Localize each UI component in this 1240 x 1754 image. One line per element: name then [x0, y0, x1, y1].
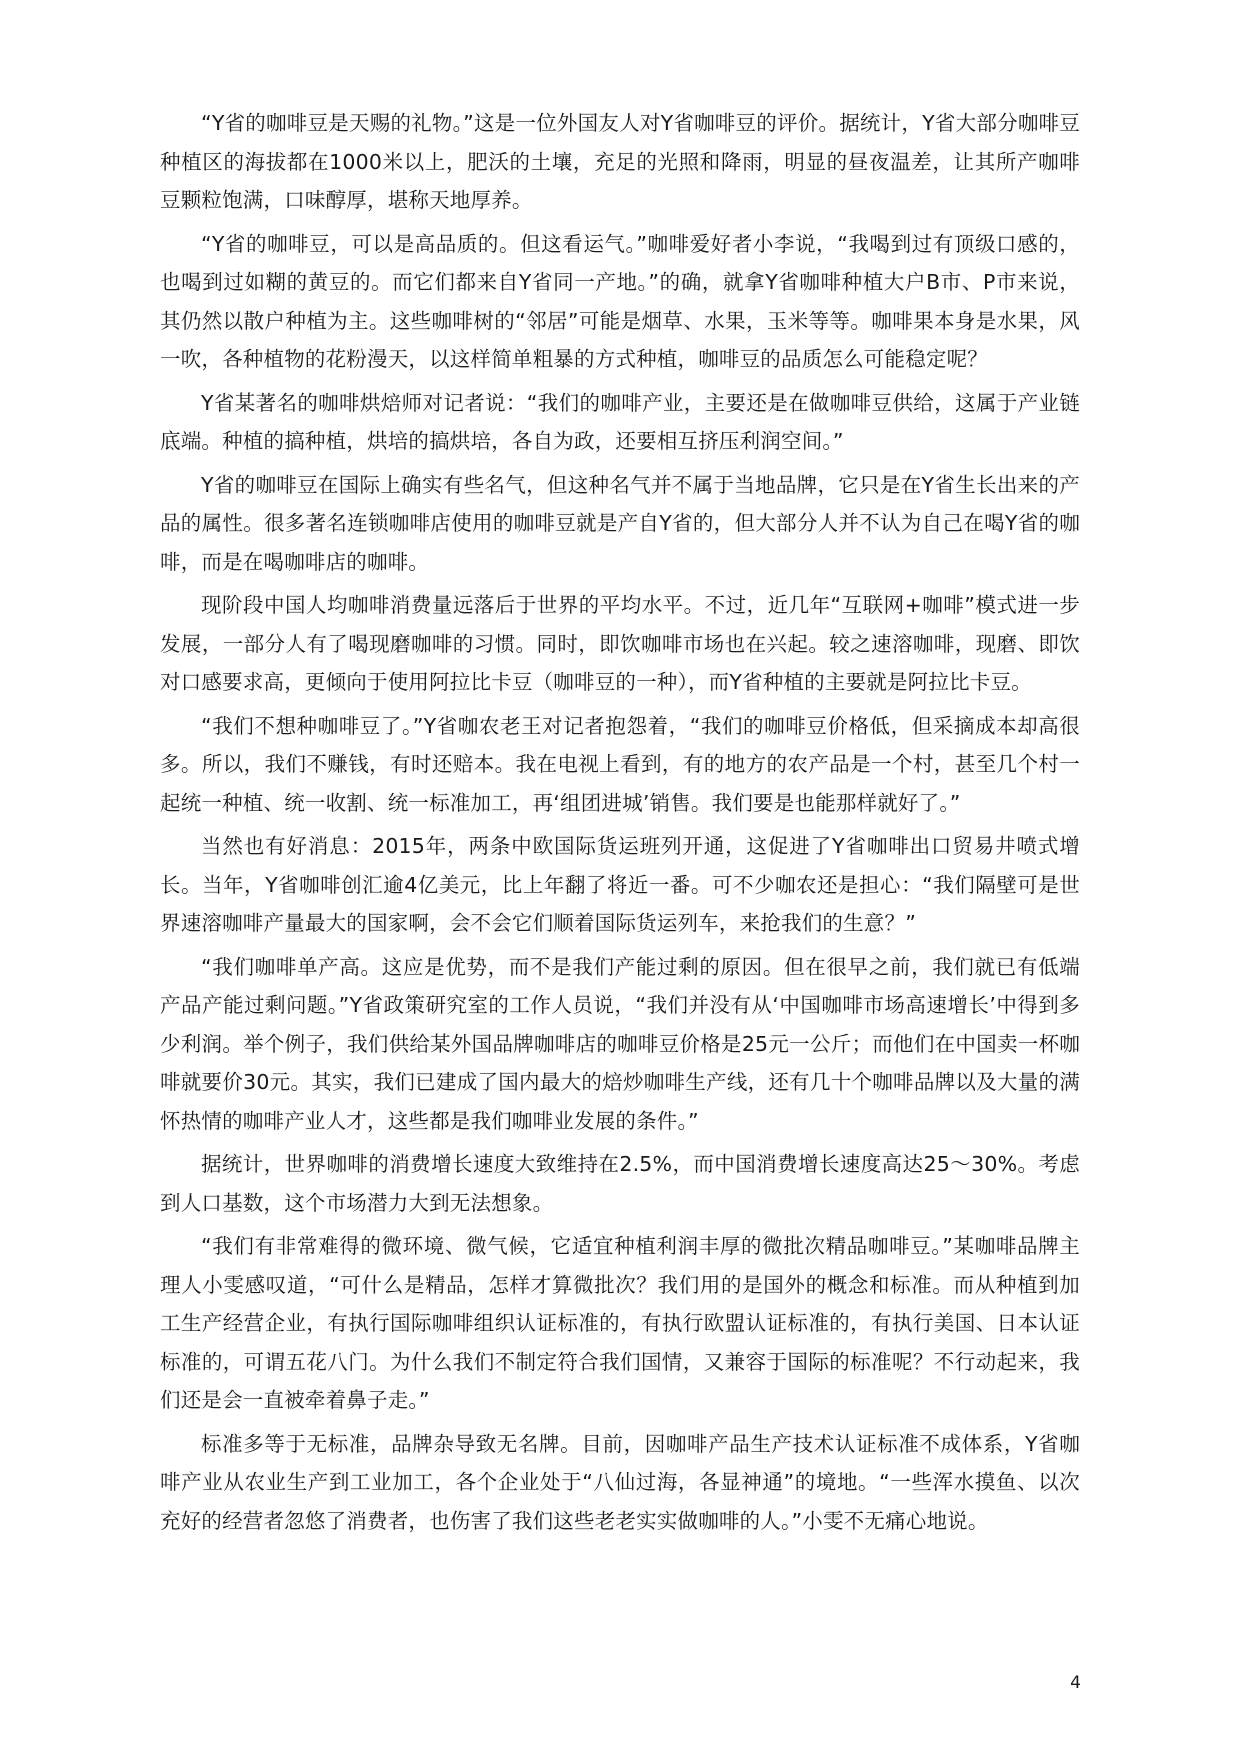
- paragraph: “我们咖啡单产高。这应是优势，而不是我们产能过剩的原因。但在很早之前，我们就已有低端产品产能过剩问题。”Y省政策研究室的工作人员说，“我们并没有从‘中国咖啡市场高速增长’中得到多少利润。举个例子，我们供给某外国品牌咖啡店的咖啡豆价格是25元一公斤；而他们在中国卖一杯咖啡就要价30元。其实，我们已建成了国内最大的焙炒咖啡生产线，还有几十个咖啡品牌以及大量的满怀热情的咖啡产业人才，这些都是我们咖啡业发展的条件。”: [160, 954, 1080, 1133]
- paragraph: Y省某著名的咖啡烘焙师对记者说：“我们的咖啡产业，主要还是在做咖啡豆供给，这属于产业链底端。种植的搞种植，烘培的搞烘培，各自为政，还要相互挤压利润空间。”: [160, 390, 1080, 453]
- paragraph: 据统计，世界咖啡的消费增长速度大致维持在2.5%，而中国消费增长速度高达25～30%。考虑到人口基数，这个市场潜力大到无法想象。: [160, 1152, 1080, 1215]
- paragraph: 标准多等于无标准，品牌杂导致无名牌。目前，因咖啡产品生产技术认证标准不成体系，Y省咖啡产业从农业生产到工业加工，各个企业处于“八仙过海，各显神通”的境地。“一些浑水摸鱼、以次充好的经营者忽悠了消费者，也伤害了我们这些老老实实做咖啡的人。”小雯不无痛心地说。: [160, 1431, 1080, 1533]
- paragraph: “Y省的咖啡豆，可以是高品质的。但这看运气。”咖啡爱好者小李说，“我喝到过有顶级口感的，也喝到过如糊的黄豆的。而它们都来自Y省同一产地。”的确，就拿Y省咖啡种植大户B市、P市来说，其仍然以散户种植为主。这些咖啡树的“邻居”可能是烟草、水果，玉米等等。咖啡果本身是水果，风一吹，各种植物的花粉漫天，以这样简单粗暴的方式种植，咖啡豆的品质怎么可能稳定呢？: [160, 231, 1080, 371]
- paragraph: 现阶段中国人均咖啡消费量远落后于世界的平均水平。不过，近几年“互联网+咖啡”模式进一步发展，一部分人有了喝现磨咖啡的习惯。同时，即饮咖啡市场也在兴起。较之速溶咖啡，现磨、即饮对口感要求高，更倾向于使用阿拉比卡豆（咖啡豆的一种），而Y省种植的主要就是阿拉比卡豆。: [160, 593, 1080, 694]
- page-number: 4: [1070, 1673, 1081, 1693]
- paragraph: “我们有非常难得的微环境、微气候，它适宜种植利润丰厚的微批次精品咖啡豆。”某咖啡品牌主理人小雯感叹道，“可什么是精品，怎样才算微批次？我们用的是国外的概念和标准。而从种植到加工生产经营企业，有执行国际咖啡组织认证标准的，有执行欧盟认证标准的，有执行美国、日本认证标准的，可谓五花八门。为什么我们不制定符合我们国情，又兼容于国际的标准呢？不行动起来，我们还是会一直被牵着鼻子走。”: [160, 1234, 1080, 1412]
- paragraph: “Y省的咖啡豆是天赐的礼物。”这是一位外国友人对Y省咖啡豆的评价。据统计，Y省大部分咖啡豆种植区的海拔都在1000米以上，肥沃的土壤，充足的光照和降雨，明显的昼夜温差，让其所产咖啡豆颗粒饱满，口味醇厚，堪称天地厚养。: [160, 111, 1080, 212]
- paragraph: “我们不想种咖啡豆了。”Y省咖农老王对记者抱怨着，“我们的咖啡豆价格低，但采摘成本却高很多。所以，我们不赚钱，有时还赔本。我在电视上看到，有的地方的农产品是一个村，甚至几个村一起统一种植、统一收割、统一标准加工，再‘组团进城’销售。我们要是也能那样就好了。”: [160, 713, 1080, 815]
- paragraph: Y省的咖啡豆在国际上确实有些名气，但这种名气并不属于当地品牌，它只是在Y省生长出来的产品的属性。很多著名连锁咖啡店使用的咖啡豆就是产自Y省的，但大部分人并不认为自己在喝Y省的咖啡，而是在喝咖啡店的咖啡。: [160, 472, 1080, 574]
- paragraph: 当然也有好消息：2015年，两条中欧国际货运班列开通，这促进了Y省咖啡出口贸易井喷式增长。当年，Y省咖啡创汇逾4亿美元，比上年翻了将近一番。可不少咖农还是担心：“我们隔壁可是世界速溶咖啡产量最大的国家啊，会不会它们顺着国际货运列车，来抢我们的生意？”: [160, 834, 1080, 935]
- document-body: [160, 104, 1080, 1545]
